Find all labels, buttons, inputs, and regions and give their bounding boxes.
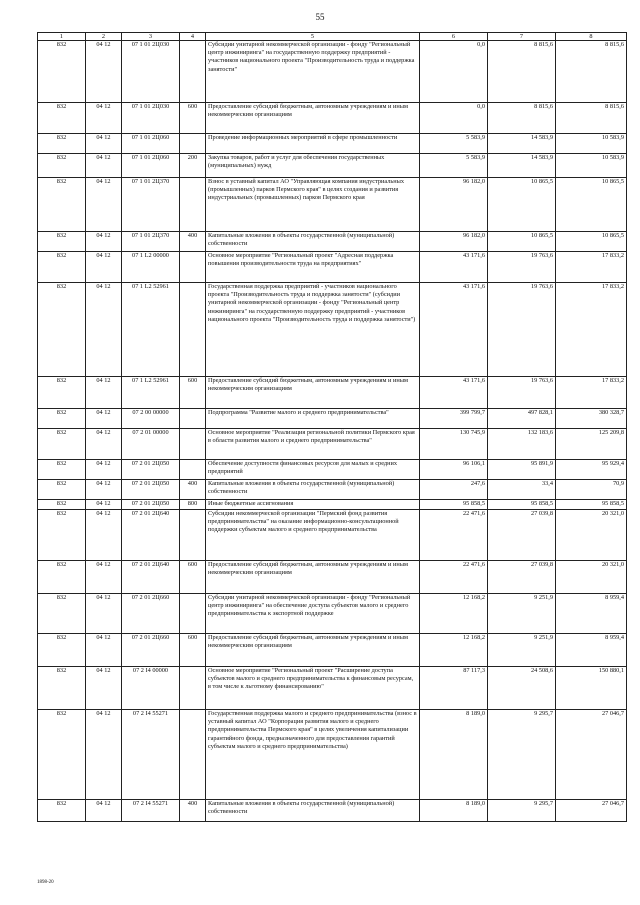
row-code: 832	[38, 634, 86, 667]
row-name: Предоставление субсидий бюджетным, автономным учреждениям и иным некоммерческим организациям	[206, 103, 420, 134]
row-article: 07 1 L2 00000	[122, 252, 180, 283]
row-name: Взнос в уставный капитал АО "Управляющая компания индустриальных (промышленных) парков Пермского края" в целях создания и развития индустриальных (промышленных) парков Пермского края	[206, 178, 420, 232]
row-name: Предоставление субсидий бюджетным, автономным учреждениям и иным некоммерческим организациям	[206, 561, 420, 594]
row-section: 04 12	[86, 178, 122, 232]
row-expense-type: 200	[180, 154, 206, 178]
table-row	[38, 377, 627, 409]
row-article: 07 2 01 2Ц660	[122, 634, 180, 667]
row-section: 04 12	[86, 41, 122, 103]
row-section: 04 12	[86, 561, 122, 594]
row-code: 832	[38, 460, 86, 480]
row-name: Капитальные вложения в объекты государственной (муниципальной) собственности	[206, 232, 420, 252]
row-value-1: 12 168,2	[420, 594, 488, 634]
header-cell: 4	[180, 33, 206, 41]
row-value-1: 5 583,9	[420, 154, 488, 178]
row-article: 07 2 I4 55271	[122, 800, 180, 822]
row-name: Основное мероприятие "Реализация региональной политики Пермского края в области развития малого и среднего предпринимательства"	[206, 429, 420, 460]
row-value-2: 9 251,9	[488, 634, 556, 667]
row-value-2: 19 763,6	[488, 377, 556, 409]
row-name: Субсидии унитарной некоммерческой организации - фонду "Региональный центр инжиниринга" на обеспечение доступа субъектов малого и среднего предпринимательства к экспортной поддержке	[206, 594, 420, 634]
row-name: Субсидии некоммерческой организации "Пермский фонд развития предпринимательства" на оказание информационно-консультационной поддержки субъектам малого и среднего предпринимательства	[206, 510, 420, 561]
row-name: Проведение информационных мероприятий в сфере промышленности	[206, 134, 420, 154]
row-name: Основное мероприятие "Региональный проект "Адресная поддержка повышения производительности труда на предприятиях"	[206, 252, 420, 283]
row-section: 04 12	[86, 510, 122, 561]
row-value-3: 8 815,6	[556, 103, 627, 134]
row-article: 07 2 I4 00000	[122, 667, 180, 710]
row-value-1: 96 182,0	[420, 178, 488, 232]
row-expense-type	[180, 41, 206, 103]
row-section: 04 12	[86, 377, 122, 409]
row-value-2: 9 295,7	[488, 710, 556, 800]
row-expense-type	[180, 429, 206, 460]
row-value-1: 0,0	[420, 103, 488, 134]
row-expense-type	[180, 134, 206, 154]
row-expense-type: 600	[180, 377, 206, 409]
table-row	[38, 154, 627, 178]
row-value-1: 12 168,2	[420, 634, 488, 667]
row-article: 07 2 01 00000	[122, 429, 180, 460]
row-code: 832	[38, 800, 86, 822]
row-section: 04 12	[86, 710, 122, 800]
row-expense-type: 400	[180, 232, 206, 252]
row-code: 832	[38, 667, 86, 710]
row-name: Капитальные вложения в объекты государственной (муниципальной) собственности	[206, 800, 420, 822]
row-value-1: 0,0	[420, 41, 488, 103]
table-row	[38, 634, 627, 667]
page-number: 55	[315, 12, 325, 22]
row-expense-type: 400	[180, 800, 206, 822]
row-value-2: 14 583,9	[488, 154, 556, 178]
row-code: 832	[38, 480, 86, 500]
row-section: 04 12	[86, 634, 122, 667]
row-value-3: 8 959,4	[556, 594, 627, 634]
row-value-2: 10 865,5	[488, 178, 556, 232]
row-value-3: 27 046,7	[556, 800, 627, 822]
row-value-2: 33,4	[488, 480, 556, 500]
table-row	[38, 409, 627, 429]
row-code: 832	[38, 232, 86, 252]
row-value-2: 19 763,6	[488, 283, 556, 377]
row-article: 07 2 01 2Ц050	[122, 460, 180, 480]
row-value-3: 125 209,8	[556, 429, 627, 460]
row-value-1: 5 583,9	[420, 134, 488, 154]
table-row	[38, 480, 627, 500]
row-expense-type: 800	[180, 500, 206, 510]
table-row	[38, 667, 627, 710]
header-cell: 7	[488, 33, 556, 41]
table-row	[38, 710, 627, 800]
row-section: 04 12	[86, 409, 122, 429]
row-name: Иные бюджетные ассигнования	[206, 500, 420, 510]
row-expense-type	[180, 710, 206, 800]
row-name: Подпрограмма "Развитие малого и среднего предпринимательства"	[206, 409, 420, 429]
row-code: 832	[38, 561, 86, 594]
row-article: 07 2 01 2Ц050	[122, 480, 180, 500]
row-section: 04 12	[86, 667, 122, 710]
row-value-2: 14 583,9	[488, 134, 556, 154]
row-article: 07 1 01 2Ц370	[122, 232, 180, 252]
row-value-1: 43 171,6	[420, 252, 488, 283]
row-article: 07 1 01 2Ц060	[122, 134, 180, 154]
row-value-1: 8 189,0	[420, 800, 488, 822]
row-expense-type: 600	[180, 103, 206, 134]
row-code: 832	[38, 377, 86, 409]
row-value-3: 150 880,1	[556, 667, 627, 710]
row-value-3: 17 833,2	[556, 252, 627, 283]
row-section: 04 12	[86, 154, 122, 178]
row-article: 07 2 I4 55271	[122, 710, 180, 800]
row-name: Предоставление субсидий бюджетным, автономным учреждениям и иным некоммерческим организациям	[206, 634, 420, 667]
row-code: 832	[38, 594, 86, 634]
row-value-2: 8 815,6	[488, 103, 556, 134]
row-value-1: 87 117,3	[420, 667, 488, 710]
row-value-1: 8 189,0	[420, 710, 488, 800]
row-value-1: 43 171,6	[420, 283, 488, 377]
row-value-3: 17 833,2	[556, 377, 627, 409]
row-section: 04 12	[86, 429, 122, 460]
row-value-1: 95 858,5	[420, 500, 488, 510]
row-article: 07 2 01 2Ц050	[122, 500, 180, 510]
row-value-3: 95 858,5	[556, 500, 627, 510]
table-row	[38, 500, 627, 510]
row-code: 832	[38, 41, 86, 103]
row-name: Закупка товаров, работ и услуг для обеспечения государственных (муниципальных) нужд	[206, 154, 420, 178]
row-article: 07 1 01 2Ц030	[122, 41, 180, 103]
table-row	[38, 594, 627, 634]
table-row	[38, 510, 627, 561]
row-name: Субсидии унитарной некоммерческой организации - фонду "Региональный центр инжиниринга" на государственную поддержку предприятий - участников национального проекта "Производительность труда и поддержка занятости"	[206, 41, 420, 103]
row-value-3: 95 929,4	[556, 460, 627, 480]
table-row	[38, 178, 627, 232]
row-code: 832	[38, 154, 86, 178]
row-name: Обеспечение доступности финансовых ресурсов для малых и средних предприятий	[206, 460, 420, 480]
row-expense-type	[180, 667, 206, 710]
row-expense-type	[180, 594, 206, 634]
row-section: 04 12	[86, 283, 122, 377]
row-value-1: 96 106,1	[420, 460, 488, 480]
row-value-1: 22 471,6	[420, 510, 488, 561]
row-article: 07 1 01 2Ц030	[122, 103, 180, 134]
row-value-1: 247,6	[420, 480, 488, 500]
row-value-2: 9 251,9	[488, 594, 556, 634]
row-article: 07 2 01 2Ц660	[122, 594, 180, 634]
row-section: 04 12	[86, 594, 122, 634]
row-expense-type	[180, 460, 206, 480]
row-expense-type	[180, 252, 206, 283]
row-value-3: 10 583,9	[556, 154, 627, 178]
row-expense-type: 400	[180, 480, 206, 500]
row-expense-type	[180, 178, 206, 232]
row-value-2: 19 763,6	[488, 252, 556, 283]
table-row	[38, 232, 627, 252]
row-value-3: 20 321,0	[556, 561, 627, 594]
row-section: 04 12	[86, 103, 122, 134]
row-name: Капитальные вложения в объекты государственной (муниципальной) собственности	[206, 480, 420, 500]
row-value-2: 8 815,6	[488, 41, 556, 103]
row-value-3: 8 815,6	[556, 41, 627, 103]
table-row	[38, 252, 627, 283]
header-cell: 8	[556, 33, 627, 41]
row-section: 04 12	[86, 800, 122, 822]
row-expense-type: 600	[180, 561, 206, 594]
row-value-1: 96 182,0	[420, 232, 488, 252]
row-expense-type	[180, 510, 206, 561]
row-article: 07 2 01 2Ц640	[122, 561, 180, 594]
row-section: 04 12	[86, 232, 122, 252]
row-value-3: 10 865,5	[556, 232, 627, 252]
row-code: 832	[38, 283, 86, 377]
table-row	[38, 429, 627, 460]
row-value-2: 95 858,5	[488, 500, 556, 510]
row-name: Государственная поддержка предприятий - участников национального проекта "Производительность труда и поддержка занятости" (субсидии унитарной некоммерческой организации - фонду "Региональный центр инжиниринга" на государственную поддержку предприятий - участников национального проекта "Производительность труда и поддержка занятости")	[206, 283, 420, 377]
row-value-1: 130 745,9	[420, 429, 488, 460]
row-code: 832	[38, 134, 86, 154]
row-value-3: 380 328,7	[556, 409, 627, 429]
row-value-3: 10 865,5	[556, 178, 627, 232]
row-section: 04 12	[86, 252, 122, 283]
table-row	[38, 561, 627, 594]
header-cell: 3	[122, 33, 180, 41]
row-section: 04 12	[86, 460, 122, 480]
row-value-1: 399 799,7	[420, 409, 488, 429]
row-code: 832	[38, 178, 86, 232]
row-article: 07 2 00 00000	[122, 409, 180, 429]
row-code: 832	[38, 500, 86, 510]
row-value-2: 497 828,1	[488, 409, 556, 429]
row-article: 07 2 01 2Ц640	[122, 510, 180, 561]
row-value-3: 20 321,0	[556, 510, 627, 561]
row-code: 832	[38, 103, 86, 134]
table-row	[38, 103, 627, 134]
row-name: Основное мероприятие "Региональный проект "Расширение доступа субъектов малого и среднего предпринимательства к финансовым ресурсам, в том числе к льготному финансированию"	[206, 667, 420, 710]
row-name: Государственная поддержка малого и среднего предпринимательства (взнос в уставный капитал АО "Корпорация развития малого и среднего предпринимательства Пермского края" в целях увеличения капитализации гарантийного фонда, предназначенного для предоставления гарантий субъектам малого и среднего предпринимательства)	[206, 710, 420, 800]
footer-code: 1898-20	[37, 880, 54, 885]
row-value-2: 24 508,6	[488, 667, 556, 710]
row-value-1: 43 171,6	[420, 377, 488, 409]
row-code: 832	[38, 252, 86, 283]
table-body	[38, 41, 627, 822]
row-value-2: 27 039,8	[488, 561, 556, 594]
budget-table	[37, 32, 627, 822]
header-cell: 1	[38, 33, 86, 41]
row-expense-type: 600	[180, 634, 206, 667]
row-article: 07 1 L2 52961	[122, 377, 180, 409]
row-value-2: 27 039,8	[488, 510, 556, 561]
row-value-2: 10 865,5	[488, 232, 556, 252]
row-value-3: 70,9	[556, 480, 627, 500]
row-value-2: 132 183,6	[488, 429, 556, 460]
table-row	[38, 134, 627, 154]
row-section: 04 12	[86, 500, 122, 510]
table-header-row	[38, 33, 627, 41]
row-expense-type	[180, 409, 206, 429]
row-code: 832	[38, 429, 86, 460]
row-code: 832	[38, 510, 86, 561]
row-code: 832	[38, 710, 86, 800]
row-article: 07 1 L2 52961	[122, 283, 180, 377]
header-cell: 2	[86, 33, 122, 41]
row-expense-type	[180, 283, 206, 377]
table-row	[38, 460, 627, 480]
row-article: 07 1 01 2Ц060	[122, 154, 180, 178]
table-row	[38, 283, 627, 377]
row-value-1: 22 471,6	[420, 561, 488, 594]
row-value-3: 17 833,2	[556, 283, 627, 377]
row-section: 04 12	[86, 134, 122, 154]
row-value-3: 8 959,4	[556, 634, 627, 667]
row-section: 04 12	[86, 480, 122, 500]
row-article: 07 1 01 2Ц370	[122, 178, 180, 232]
row-name: Предоставление субсидий бюджетным, автономным учреждениям и иным некоммерческим организациям	[206, 377, 420, 409]
table-row	[38, 800, 627, 822]
row-value-3: 10 583,9	[556, 134, 627, 154]
row-value-2: 9 295,7	[488, 800, 556, 822]
header-cell: 5	[206, 33, 420, 41]
row-value-3: 27 046,7	[556, 710, 627, 800]
row-code: 832	[38, 409, 86, 429]
row-value-2: 95 891,9	[488, 460, 556, 480]
table-row	[38, 41, 627, 103]
header-cell: 6	[420, 33, 488, 41]
